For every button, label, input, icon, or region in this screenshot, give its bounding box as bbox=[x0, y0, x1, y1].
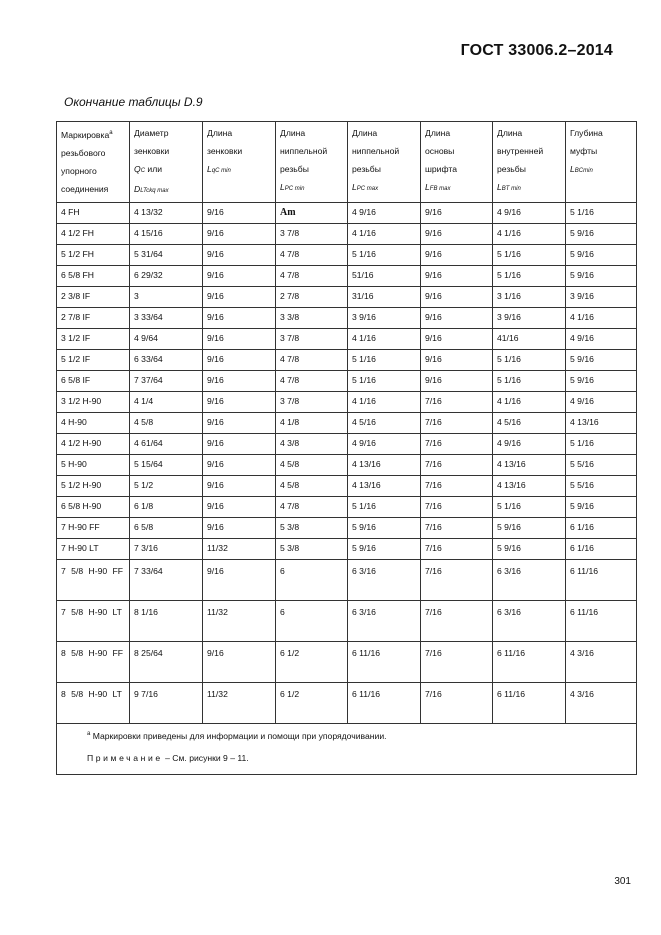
table-cell: 5 1/2 H-90 bbox=[57, 476, 130, 497]
table-cell: 4 7/8 bbox=[276, 497, 348, 518]
table-cell: 4 13/16 bbox=[348, 476, 421, 497]
table-cell: 5 1/16 bbox=[493, 371, 566, 392]
table-cell: 6 33/64 bbox=[130, 350, 203, 371]
table-cell: 6 1/8 bbox=[130, 497, 203, 518]
table-cell: 7/16 bbox=[421, 455, 493, 476]
table-cell: 4 13/32 bbox=[130, 203, 203, 224]
table-cell: 7 37/64 bbox=[130, 371, 203, 392]
table-cell: 5 15/64 bbox=[130, 455, 203, 476]
table-cell: 8 25/64 bbox=[130, 642, 203, 683]
table-cell: 5 H-90 bbox=[57, 455, 130, 476]
table-cell: 7 3/16 bbox=[130, 539, 203, 560]
footnote-text: $^а$ Маркировки приведены для информации и помощи при упорядочивании. bbox=[87, 730, 387, 741]
table-cell: 5 9/16 bbox=[566, 266, 637, 287]
table-cell: 5 1/16 bbox=[348, 497, 421, 518]
table-cell: 5 1/16 bbox=[493, 266, 566, 287]
table-cell: 9 7/16 bbox=[130, 683, 203, 724]
table-cell: 4 9/64 bbox=[130, 329, 203, 350]
table-cell: 5 1/16 bbox=[566, 434, 637, 455]
table-cell: 4 9/16 bbox=[348, 434, 421, 455]
table-cell: 4 7/8 bbox=[276, 350, 348, 371]
table-cell: 3 7/8 bbox=[276, 224, 348, 245]
table-cell: 4 5/16 bbox=[348, 413, 421, 434]
table-cell: 7/16 bbox=[421, 642, 493, 683]
table-row bbox=[57, 539, 637, 560]
table-cell: 11/32 bbox=[203, 683, 276, 724]
table-cell: 3 1/2 IF bbox=[57, 329, 130, 350]
table-row bbox=[57, 518, 637, 539]
table-cell: 4 1/2 H-90 bbox=[57, 434, 130, 455]
table-cell: 6 3/16 bbox=[348, 560, 421, 601]
table-cell: 3 9/16 bbox=[566, 287, 637, 308]
table-cell: 9/16 bbox=[203, 642, 276, 683]
table-cell: 7/16 bbox=[421, 476, 493, 497]
column-header: Длина ниппельной резьбы LPC min bbox=[276, 122, 348, 203]
table-row bbox=[57, 266, 637, 287]
table-cell: 7/16 bbox=[421, 434, 493, 455]
table-cell: 9/16 bbox=[203, 245, 276, 266]
table-cell: 3 9/16 bbox=[348, 308, 421, 329]
standard-designation: ГОСТ 33006.2–2014 bbox=[460, 42, 613, 59]
table-cell: 3 7/8 bbox=[276, 329, 348, 350]
table-cell: 6 bbox=[276, 601, 348, 642]
table-cell: 6 1/2 bbox=[276, 683, 348, 724]
table-cell: 5 9/16 bbox=[348, 518, 421, 539]
column-header: Длина зенковки LqC min bbox=[203, 122, 276, 203]
table-cell: 5 3/8 bbox=[276, 539, 348, 560]
table-note bbox=[57, 746, 637, 775]
table-row bbox=[57, 683, 637, 724]
table-cell: 8 1/16 bbox=[130, 601, 203, 642]
table-caption: Окончание таблицы D.9 bbox=[64, 95, 203, 109]
table-cell: 5 1/16 bbox=[348, 350, 421, 371]
table-row bbox=[57, 642, 637, 683]
table-cell: 9/16 bbox=[421, 224, 493, 245]
table-cell: 5 1/16 bbox=[348, 245, 421, 266]
table-cell: 5 3/8 bbox=[276, 518, 348, 539]
table-cell: 7 H-90 FF bbox=[57, 518, 130, 539]
table-cell: 5 5/16 bbox=[566, 455, 637, 476]
table-cell: 5 1/16 bbox=[493, 350, 566, 371]
table-cell: 4 FH bbox=[57, 203, 130, 224]
table-cell: 9/16 bbox=[203, 371, 276, 392]
table-cell: 4 3/16 bbox=[566, 683, 637, 724]
table-row bbox=[57, 455, 637, 476]
column-header: Маркировка$^а$ резьбового упорного соединения bbox=[57, 122, 130, 203]
table-cell: 9/16 bbox=[203, 413, 276, 434]
table-row bbox=[57, 203, 637, 224]
footnote-marker: а bbox=[87, 731, 91, 737]
table-cell: 5 9/16 bbox=[493, 539, 566, 560]
table-cell: Am bbox=[276, 203, 348, 224]
table-cell: 9/16 bbox=[203, 350, 276, 371]
table-row bbox=[57, 308, 637, 329]
table-cell: 2 7/8 bbox=[276, 287, 348, 308]
table-cell: 6 bbox=[276, 560, 348, 601]
table-cell: 5 1/16 bbox=[493, 245, 566, 266]
table-cell: 4 5/8 bbox=[276, 455, 348, 476]
table-cell: 4 9/16 bbox=[493, 434, 566, 455]
table-cell: 11/32 bbox=[203, 601, 276, 642]
table-cell: 6 1/16 bbox=[566, 539, 637, 560]
table-cell: 6 11/16 bbox=[493, 683, 566, 724]
table-cell: 6 11/16 bbox=[348, 642, 421, 683]
table-cell: 5 9/16 bbox=[566, 371, 637, 392]
table-cell: 6 5/8 H-90 bbox=[57, 497, 130, 518]
table-cell: 7/16 bbox=[421, 560, 493, 601]
note-text: – См. рисунки 9 – 11. bbox=[162, 752, 249, 763]
table-cell: 9/16 bbox=[203, 392, 276, 413]
table-cell: 5 9/16 bbox=[566, 224, 637, 245]
table-cell: 9/16 bbox=[203, 224, 276, 245]
table-row bbox=[57, 245, 637, 266]
table-cell: 5 1/16 bbox=[348, 371, 421, 392]
table-cell: 5 1/2 bbox=[130, 476, 203, 497]
table-cell: 4 61/64 bbox=[130, 434, 203, 455]
table-cell: 7/16 bbox=[421, 518, 493, 539]
table-cell: 4 3/16 bbox=[566, 642, 637, 683]
table-cell: 4 13/16 bbox=[493, 455, 566, 476]
table-cell: 6 11/16 bbox=[348, 683, 421, 724]
table-cell: 3 1/16 bbox=[493, 287, 566, 308]
table-cell: 4 13/16 bbox=[348, 455, 421, 476]
table-cell: 5 1/2 IF bbox=[57, 350, 130, 371]
table-cell: 5 1/16 bbox=[566, 203, 637, 224]
table-cell: 9/16 bbox=[203, 518, 276, 539]
table-cell: 6 5/8 IF bbox=[57, 371, 130, 392]
table-cell: 9/16 bbox=[421, 329, 493, 350]
column-header: Длина ниппельной резьбы LPC max bbox=[348, 122, 421, 203]
table-cell: 4 5/8 bbox=[276, 476, 348, 497]
table-cell: 9/16 bbox=[203, 497, 276, 518]
table-cell: 3 3/8 bbox=[276, 308, 348, 329]
table-cell: 6 1/16 bbox=[566, 518, 637, 539]
table-cell: 2 3/8 IF bbox=[57, 287, 130, 308]
table-cell: 6 29/32 bbox=[130, 266, 203, 287]
table-cell: 6 3/16 bbox=[493, 560, 566, 601]
table-cell: 4 13/16 bbox=[566, 413, 637, 434]
table-cell: 5 9/16 bbox=[348, 539, 421, 560]
table-cell: 31/16 bbox=[348, 287, 421, 308]
table-cell: 9/16 bbox=[421, 308, 493, 329]
table-row bbox=[57, 476, 637, 497]
table-cell: 7 H-90 LT bbox=[57, 539, 130, 560]
table-cell: 3 33/64 bbox=[130, 308, 203, 329]
table-cell: 9/16 bbox=[203, 434, 276, 455]
table-cell: 6 11/16 bbox=[566, 601, 637, 642]
table-header-row bbox=[57, 122, 637, 203]
table-row bbox=[57, 371, 637, 392]
table-cell: 4 9/16 bbox=[348, 203, 421, 224]
table-cell: 8 5/8 H-90 FF bbox=[57, 642, 130, 683]
table-cell: 5 9/16 bbox=[566, 245, 637, 266]
table-cell: 5 1/16 bbox=[493, 497, 566, 518]
table-cell: 6 1/2 bbox=[276, 642, 348, 683]
table-cell: 4 13/16 bbox=[493, 476, 566, 497]
column-header: Диаметр зенковки QC или DLTckq max bbox=[130, 122, 203, 203]
table-cell: 6 3/16 bbox=[348, 601, 421, 642]
table-cell: 4 7/8 bbox=[276, 371, 348, 392]
table-cell: 7 5/8 H-90 LT bbox=[57, 601, 130, 642]
table-cell: 51/16 bbox=[348, 266, 421, 287]
table-cell: 4 1/16 bbox=[493, 392, 566, 413]
table-cell: 41/16 bbox=[493, 329, 566, 350]
table-cell: 4 5/16 bbox=[493, 413, 566, 434]
table-cell: 4 7/8 bbox=[276, 245, 348, 266]
table-cell: 4 1/16 bbox=[566, 308, 637, 329]
column-header: Длина основы шрифта LFB max bbox=[421, 122, 493, 203]
data-table bbox=[56, 121, 637, 775]
table-cell: 3 bbox=[130, 287, 203, 308]
table-cell: 8 5/8 H-90 LT bbox=[57, 683, 130, 724]
table-cell: 4 H-90 bbox=[57, 413, 130, 434]
table-cell: 4 1/4 bbox=[130, 392, 203, 413]
table-row bbox=[57, 329, 637, 350]
table-cell: 2 7/8 IF bbox=[57, 308, 130, 329]
table-cell: 4 1/2 FH bbox=[57, 224, 130, 245]
table-cell: 6 11/16 bbox=[493, 642, 566, 683]
table-cell: 9/16 bbox=[203, 455, 276, 476]
table-cell: 7/16 bbox=[421, 539, 493, 560]
column-header: Длина внутренней резьбы LBT min bbox=[493, 122, 566, 203]
table-cell: 6 11/16 bbox=[566, 560, 637, 601]
table-cell: 7 5/8 H-90 FF bbox=[57, 560, 130, 601]
table-cell: 3 7/8 bbox=[276, 392, 348, 413]
table-cell: 5 9/16 bbox=[493, 518, 566, 539]
table-footnote bbox=[57, 724, 637, 746]
table-cell: 9/16 bbox=[421, 266, 493, 287]
table-cell: 9/16 bbox=[203, 308, 276, 329]
table-cell: 4 1/16 bbox=[493, 224, 566, 245]
table-row bbox=[57, 350, 637, 371]
table-cell: 4 3/8 bbox=[276, 434, 348, 455]
table-cell: 6 5/8 bbox=[130, 518, 203, 539]
table-cell: 4 15/16 bbox=[130, 224, 203, 245]
table-cell: 9/16 bbox=[203, 329, 276, 350]
table-cell: 5 9/16 bbox=[566, 350, 637, 371]
table-cell: 7/16 bbox=[421, 392, 493, 413]
table-row bbox=[57, 392, 637, 413]
table-cell: 4 1/16 bbox=[348, 329, 421, 350]
table-cell: 9/16 bbox=[203, 476, 276, 497]
table-cell: 9/16 bbox=[203, 203, 276, 224]
table-cell: 4 9/16 bbox=[566, 392, 637, 413]
table-cell: 9/16 bbox=[421, 203, 493, 224]
table-row bbox=[57, 413, 637, 434]
table-row bbox=[57, 434, 637, 455]
table-cell: 5 31/64 bbox=[130, 245, 203, 266]
table-cell: 4 7/8 bbox=[276, 266, 348, 287]
table-row bbox=[57, 601, 637, 642]
table-row bbox=[57, 497, 637, 518]
table-cell: 7/16 bbox=[421, 413, 493, 434]
table-cell: 4 1/16 bbox=[348, 224, 421, 245]
table-cell: 9/16 bbox=[203, 560, 276, 601]
table-row bbox=[57, 224, 637, 245]
table-cell: 7/16 bbox=[421, 601, 493, 642]
column-header: Глубина муфты LBCmin bbox=[566, 122, 637, 203]
table-cell: 4 5/8 bbox=[130, 413, 203, 434]
table-cell: 7/16 bbox=[421, 683, 493, 724]
table-cell: 4 9/16 bbox=[493, 203, 566, 224]
table-cell: 6 5/8 FH bbox=[57, 266, 130, 287]
page-number: 301 bbox=[614, 876, 631, 887]
table-cell: 3 9/16 bbox=[493, 308, 566, 329]
table-cell: 4 9/16 bbox=[566, 329, 637, 350]
table-cell: 5 5/16 bbox=[566, 476, 637, 497]
table-row bbox=[57, 287, 637, 308]
table-cell: 9/16 bbox=[421, 371, 493, 392]
table-cell: 5 9/16 bbox=[566, 497, 637, 518]
note-label: Примечание bbox=[87, 752, 163, 763]
table-cell: 4 1/8 bbox=[276, 413, 348, 434]
table-cell: 3 1/2 H-90 bbox=[57, 392, 130, 413]
table-cell: 9/16 bbox=[421, 287, 493, 308]
table-cell: 5 1/2 FH bbox=[57, 245, 130, 266]
table-cell: 9/16 bbox=[421, 350, 493, 371]
table-cell: 7/16 bbox=[421, 497, 493, 518]
table-cell: 9/16 bbox=[203, 266, 276, 287]
table-row bbox=[57, 560, 637, 601]
table-cell: 9/16 bbox=[203, 287, 276, 308]
table-cell: 7 33/64 bbox=[130, 560, 203, 601]
table-cell: 9/16 bbox=[421, 245, 493, 266]
table-cell: 11/32 bbox=[203, 539, 276, 560]
table-cell: 4 1/16 bbox=[348, 392, 421, 413]
table-cell: 6 3/16 bbox=[493, 601, 566, 642]
